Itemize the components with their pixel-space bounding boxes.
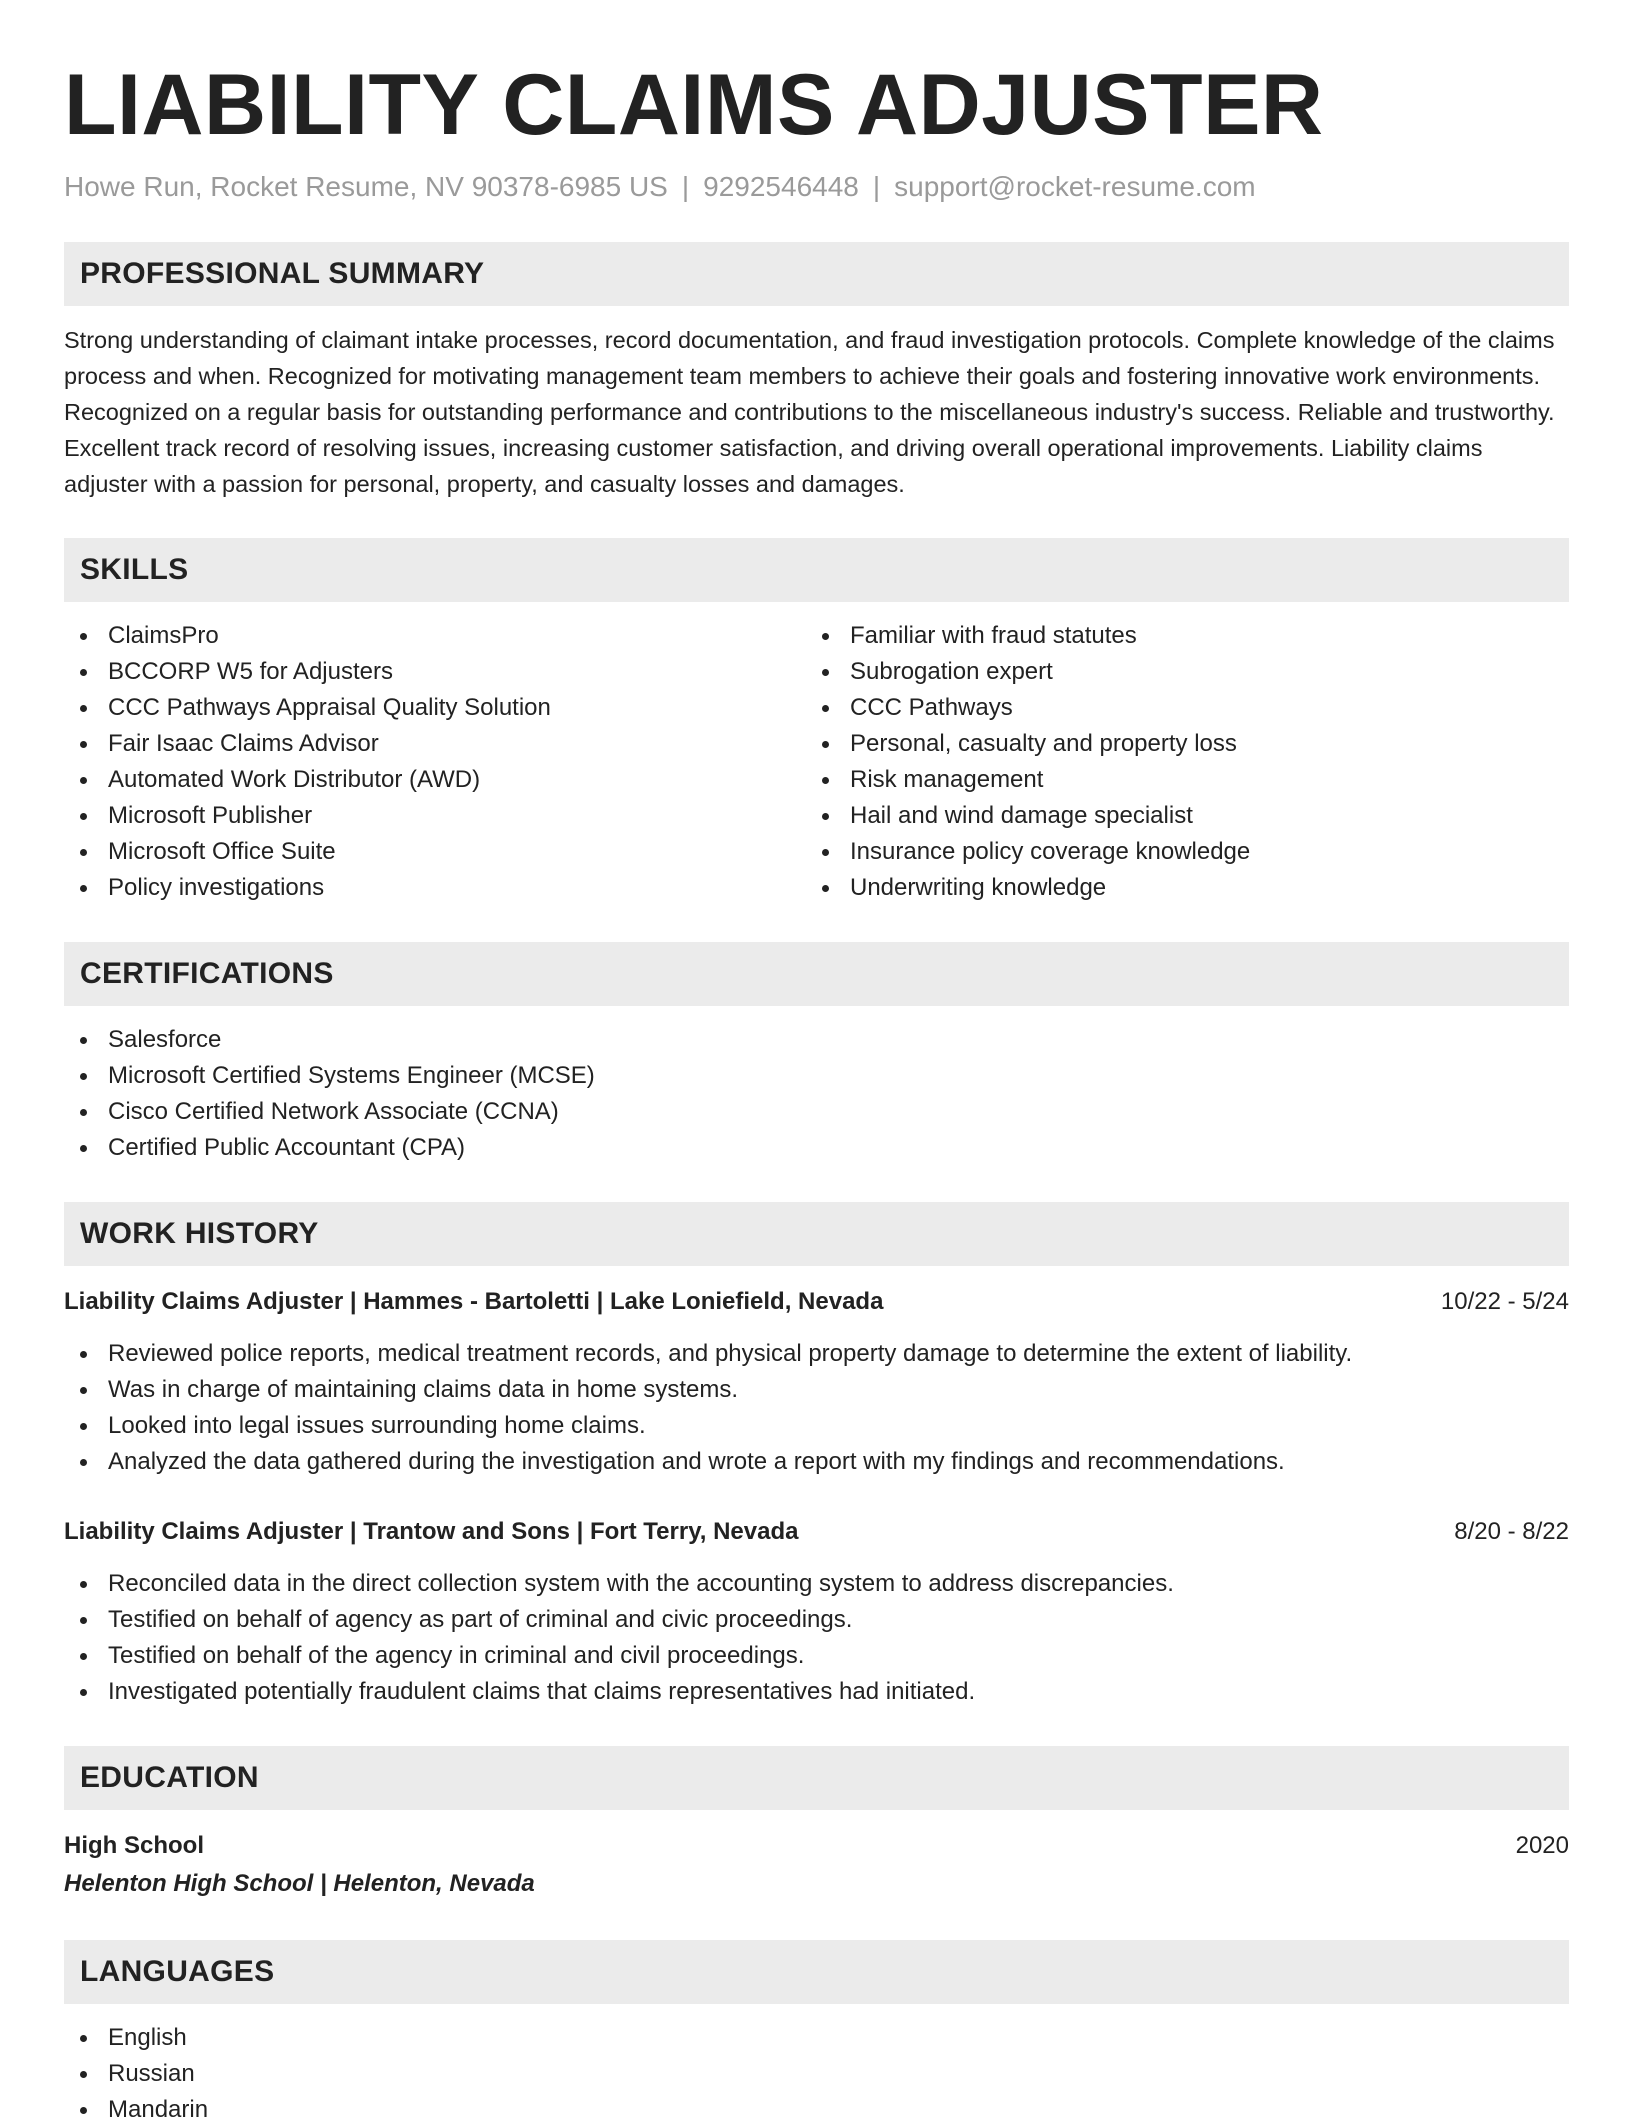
skill-item: Fair Isaac Claims Advisor xyxy=(64,726,806,762)
skills-section xyxy=(64,538,1569,906)
work-history-heading: WORK HISTORY xyxy=(64,1202,1569,1266)
skills-list-right xyxy=(806,618,1548,906)
job-bullet: Looked into legal issues surrounding home claims. xyxy=(64,1408,1569,1444)
job-bullets xyxy=(64,1566,1569,1710)
skill-item: Insurance policy coverage knowledge xyxy=(806,834,1548,870)
education-degree: High School xyxy=(64,1832,204,1859)
education-entry xyxy=(64,1828,1569,1904)
job-bullets xyxy=(64,1336,1569,1480)
skill-item: Policy investigations xyxy=(64,870,806,906)
skill-item: CCC Pathways xyxy=(806,690,1548,726)
job-bullet: Testified on behalf of agency as part of criminal and civic proceedings. xyxy=(64,1602,1569,1638)
skill-item: Risk management xyxy=(806,762,1548,798)
job-entry xyxy=(64,1514,1569,1710)
job-header xyxy=(64,1514,1569,1550)
job-title: Liability Claims Adjuster | Trantow and Sons | Fort Terry, Nevada xyxy=(64,1518,799,1545)
skill-item: CCC Pathways Appraisal Quality Solution xyxy=(64,690,806,726)
contact-email: support@rocket-resume.com xyxy=(894,171,1256,202)
contact-phone: 9292546448 xyxy=(703,171,859,202)
skill-item: Underwriting knowledge xyxy=(806,870,1548,906)
language-item: Mandarin xyxy=(64,2092,1569,2128)
resume-name: LIABILITY CLAIMS ADJUSTER xyxy=(64,57,1324,153)
job-bullet: Analyzed the data gathered during the investigation and wrote a report with my findings and recommendations. xyxy=(64,1444,1569,1480)
job-bullet: Reviewed police reports, medical treatment records, and physical property damage to determine the extent of liability. xyxy=(64,1336,1569,1372)
skill-item: Subrogation expert xyxy=(806,654,1548,690)
contact-separator: | xyxy=(681,171,690,202)
certification-item: Cisco Certified Network Associate (CCNA) xyxy=(64,1094,1569,1130)
language-item: Russian xyxy=(64,2056,1569,2092)
contact-separator: | xyxy=(872,171,881,202)
skill-item: Microsoft Publisher xyxy=(64,798,806,834)
work-history-section xyxy=(64,1202,1569,1710)
education-year: 2020 xyxy=(1515,1832,1569,1859)
skill-item: BCCORP W5 for Adjusters xyxy=(64,654,806,690)
education-school: Helenton High School | Helenton, Nevada xyxy=(64,1870,535,1897)
job-entry xyxy=(64,1284,1569,1480)
job-bullet: Testified on behalf of the agency in criminal and civil proceedings. xyxy=(64,1638,1569,1674)
resume-page xyxy=(64,0,1569,2128)
skill-item: Automated Work Distributor (AWD) xyxy=(64,762,806,798)
skills-heading: SKILLS xyxy=(64,538,1569,602)
job-title: Liability Claims Adjuster | Hammes - Bartoletti | Lake Loniefield, Nevada xyxy=(64,1288,884,1315)
certifications-heading: CERTIFICATIONS xyxy=(64,942,1569,1006)
skill-item: Hail and wind damage specialist xyxy=(806,798,1548,834)
certification-item: Microsoft Certified Systems Engineer (MCSE) xyxy=(64,1058,1569,1094)
job-bullet: Investigated potentially fraudulent claims that claims representatives had initiated. xyxy=(64,1674,1569,1710)
language-item: English xyxy=(64,2020,1569,2056)
job-dates: 10/22 - 5/24 xyxy=(1440,1288,1569,1315)
job-bullet: Reconciled data in the direct collection system with the accounting system to address discrepancies. xyxy=(64,1566,1569,1602)
certification-item: Salesforce xyxy=(64,1022,1569,1058)
summary-heading: PROFESSIONAL SUMMARY xyxy=(64,242,1569,306)
certifications-section xyxy=(64,942,1569,1166)
education-header xyxy=(64,1828,1569,1864)
certification-item: Certified Public Accountant (CPA) xyxy=(64,1130,1569,1166)
contact-line xyxy=(64,170,1569,204)
summary-text: Strong understanding of claimant intake processes, record documentation, and fraud investigation protocols. Complete knowledge of the claims process and when. Recognized for motivating management team members to achieve their goals and fostering innovative work environments. Recognized on a regular basis for outstanding performance and contributions to the miscellaneous industry's success. Reliable and trustworthy. Excellent track record of resolving issues, increasing customer satisfaction, and driving overall operational improvements. Liability claims adjuster with a passion for personal, property, and casualty losses and damages. xyxy=(64,327,1555,497)
skill-item: Microsoft Office Suite xyxy=(64,834,806,870)
job-bullet: Was in charge of maintaining claims data in home systems. xyxy=(64,1372,1569,1408)
languages-heading: LANGUAGES xyxy=(64,1940,1569,2004)
contact-address: Howe Run, Rocket Resume, NV 90378-6985 US xyxy=(64,171,668,202)
certifications-list xyxy=(64,1022,1569,1166)
education-section xyxy=(64,1746,1569,1904)
skill-item: ClaimsPro xyxy=(64,618,806,654)
job-dates: 8/20 - 8/22 xyxy=(1454,1518,1569,1545)
languages-section xyxy=(64,1940,1569,2128)
job-header xyxy=(64,1284,1569,1320)
skill-item: Familiar with fraud statutes xyxy=(806,618,1548,654)
skills-list-left xyxy=(64,618,806,906)
education-heading: EDUCATION xyxy=(64,1746,1569,1810)
skills-columns xyxy=(64,602,1569,906)
skill-item: Personal, casualty and property loss xyxy=(806,726,1548,762)
summary-section xyxy=(64,242,1569,502)
